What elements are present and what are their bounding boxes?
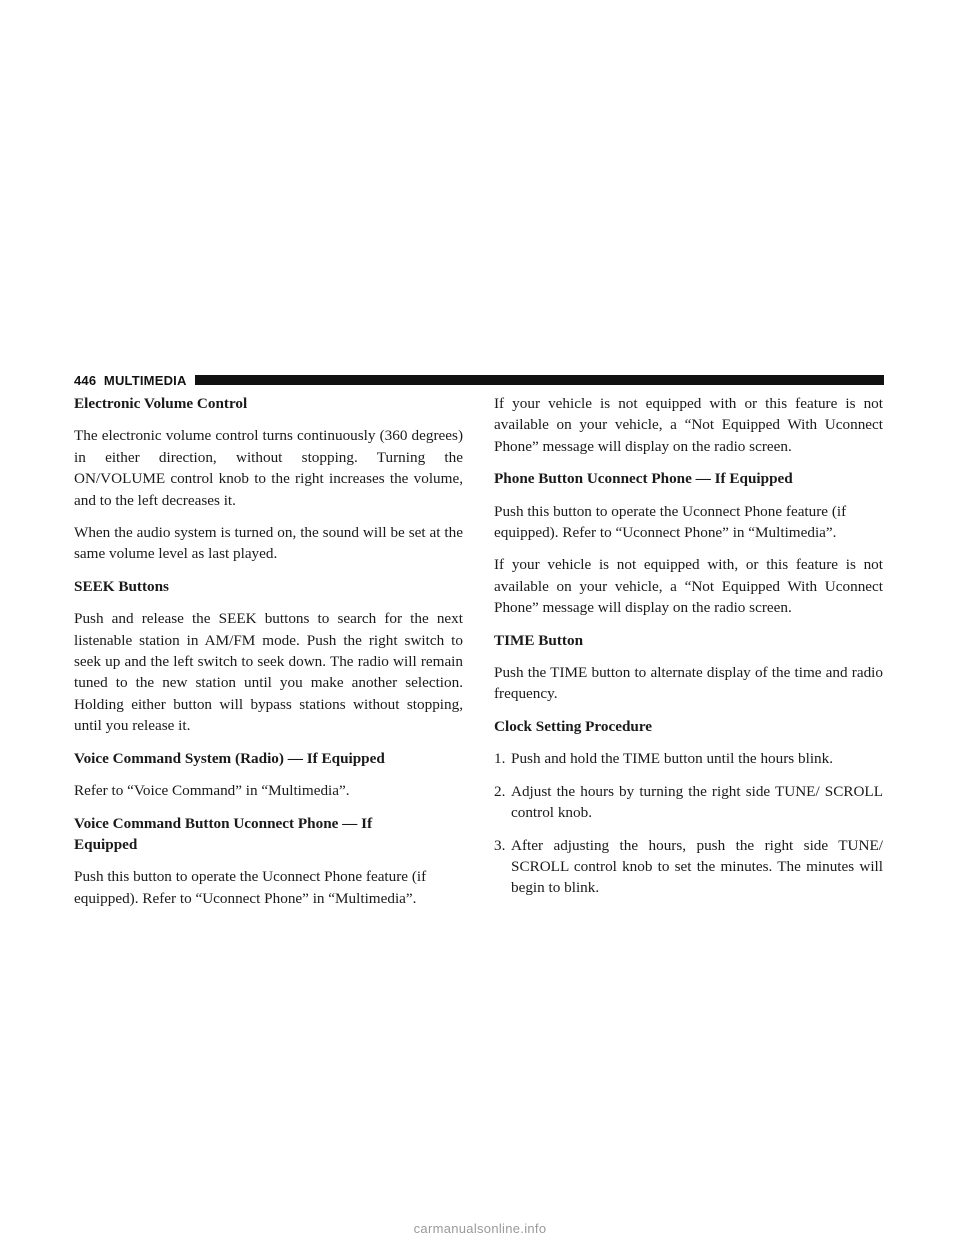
paragraph-volume-level: When the audio system is turned on, the sound will be set at the same volume level as last played. xyxy=(74,524,463,563)
heading-electronic-volume: Electronic Volume Control xyxy=(74,395,248,412)
page-header xyxy=(74,371,884,389)
paragraph-phone-not-equipped: If your vehicle is not equipped with, or this feature is not available on your vehicle, a “Not Equipped With Uconnect Phone” message will display on the radio screen. xyxy=(494,556,883,617)
page-number: 446 xyxy=(74,372,97,388)
paragraph-voice-button: Push this button to operate the Uconnect Phone feature (if equipped). Refer to “Uconnect Phone” in “Multimedia”. xyxy=(74,868,427,907)
step-text: Adjust the hours by turning the right side TUNE/ SCROLL control knob. xyxy=(511,782,883,822)
heading-voice-button: Voice Command Button Uconnect Phone — If Equipped xyxy=(74,814,373,853)
heading-clock-setting: Clock Setting Procedure xyxy=(494,717,653,735)
paragraph-volume-control: The electronic volume control turns continuously (360 degrees) in either direction, without stopping. Turning the ON/VOLUME control knob to the right increases the volume, and to the left decreases it. xyxy=(74,427,463,509)
right-column xyxy=(494,393,883,910)
left-column xyxy=(74,393,463,920)
list-item xyxy=(494,748,883,769)
step-number: 2. xyxy=(494,782,506,800)
step-text: Push and hold the TIME button until the hours blink. xyxy=(511,750,834,768)
paragraph-voice-command: Refer to “Voice Command” in “Multimedia”. xyxy=(74,782,350,800)
heading-phone-button: Phone Button Uconnect Phone — If Equipped xyxy=(494,470,793,488)
paragraph-not-equipped: If your vehicle is not equipped with or this feature is not available on your vehicle, a “Not Equipped With Uconnect Phone” message will display on the radio screen. xyxy=(494,395,883,455)
paragraph-time-button: Push the TIME button to alternate display of the time and radio frequency. xyxy=(494,664,883,703)
section-title: MULTIMEDIA xyxy=(103,372,187,388)
heading-time-button: TIME Button xyxy=(494,631,584,649)
step-number: 3. xyxy=(494,836,506,854)
header-rule xyxy=(195,375,884,385)
page-header-label xyxy=(74,373,187,388)
watermark: carmanualsonline.info xyxy=(413,1221,547,1236)
paragraph-seek: Push and release the SEEK buttons to search for the next listenable station in AM/FM mode. Push the right switch to seek up and the left switch to seek down. The radio will remain tuned to the new station until you make another selection. Holding either button will bypass stations without stopping, until you release it. xyxy=(74,610,463,735)
step-number: 1. xyxy=(494,750,506,768)
list-item xyxy=(494,835,883,899)
heading-voice-command: Voice Command System (Radio) — If Equipped xyxy=(74,749,385,767)
heading-seek-buttons: SEEK Buttons xyxy=(74,577,169,595)
paragraph-phone-button: Push this button to operate the Uconnect Phone feature (if equipped). Refer to “Uconnect Phone” in “Multimedia”. xyxy=(494,502,847,542)
list-item xyxy=(494,781,883,824)
step-text: After adjusting the hours, push the right side TUNE/ SCROLL control knob to set the minutes. The minutes will begin to blink. xyxy=(511,836,883,897)
